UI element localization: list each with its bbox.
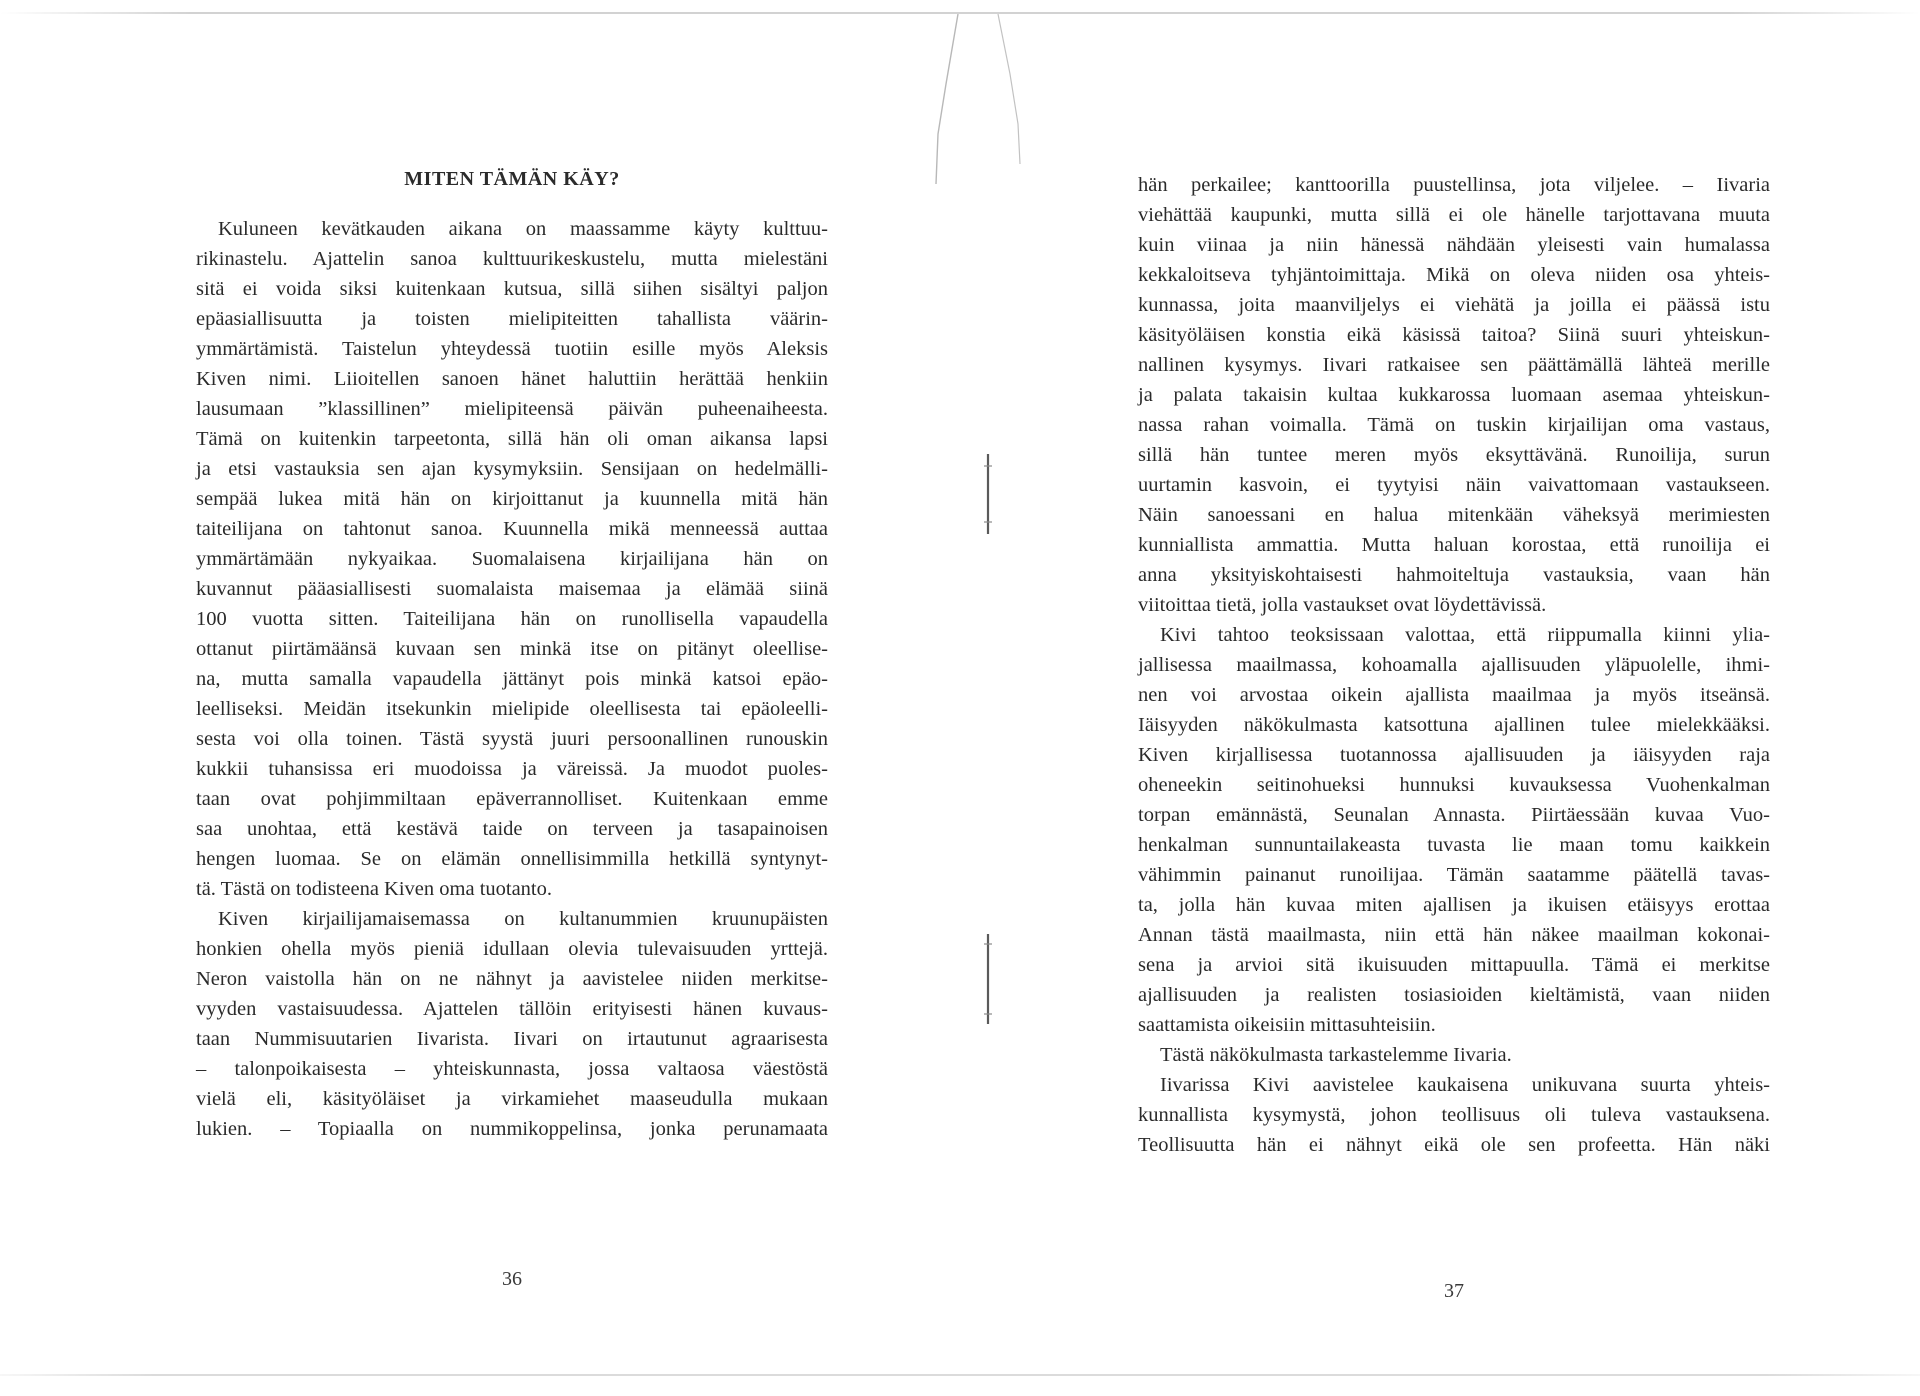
text-line: ymmärtämistä. Taistelun yhteydessä tuotiin esille myös Aleksis (196, 338, 828, 360)
text-line: torpan emännästä, Seunalan Annasta. Piirtäessään kuvaa Vuo- (1138, 804, 1770, 826)
text-line: nen voi arvostaa oikein ajallista maailmaa ja myös itseänsä. (1138, 684, 1770, 706)
text-line: Kiven kirjallisessa tuotannossa ajallisuuden ja iäisyyden raja (1138, 744, 1770, 766)
chapter-title: MITEN TÄMÄN KÄY? (404, 168, 620, 190)
text-line: Kiven nimi. Liioitellen sanoen hänet haluttiin herättää henkiin (196, 368, 828, 390)
binding-gutter (900, 14, 1060, 1374)
page-number-right: 37 (1444, 1280, 1464, 1302)
text-line: honkien ohella myös pieniä idullaan olevia tulevaisuuden yrttejä. (196, 938, 828, 960)
text-line: sempää lukea mitä hän on kirjoittanut ja kuunnella mitä hän (196, 488, 828, 510)
text-line: Iäisyyden näkökulmasta katsottuna ajallinen tulee mielekkääksi. (1138, 714, 1770, 736)
text-line: kuin viinaa ja niin hänessä nähdään yleisesti vain humalassa (1138, 234, 1770, 256)
text-line: uurtamin kasvoin, ei tyytyisi näin vaivattomaan vastaukseen. (1138, 474, 1770, 496)
text-line: kunniallista ammattia. Mutta haluan korostaa, että runoilija ei (1138, 534, 1770, 556)
text-line: – talonpoikaisesta – yhteiskunnasta, jossa valtaosa väestöstä (196, 1058, 828, 1080)
text-line: kuvannut pääasiallisesti suomalaista maisemaa ja elämää siinä (196, 578, 828, 600)
text-line: kekkaloitseva tyhjäntoimittaja. Mikä on oleva niiden osa yhteis- (1138, 264, 1770, 286)
text-line: kunnassa, joita maanviljelys ei viehätä ja joilla ei päässä istu (1138, 294, 1770, 316)
text-line: saattamista oikeisiin mittasuhteisiin. (1138, 1014, 1436, 1036)
text-line: hengen luomaa. Se on elämän onnellisimmilla hetkillä syntynyt- (196, 848, 828, 870)
text-line: viitoittaa tietä, jolla vastaukset ovat löydettävissä. (1138, 594, 1547, 616)
text-line: saa unohtaa, että kestävä taide on terveen ja tasapainoisen (196, 818, 828, 840)
text-line: sesta voi olla toinen. Tästä syystä juuri persoonallinen runouskin (196, 728, 828, 750)
text-line: vähimmin painanut runoilijaa. Tämän saatamme päätellä tavas- (1138, 864, 1770, 886)
text-line: sitä ei voida siksi kuitenkaan kutsua, sillä siihen sisältyi paljon (196, 278, 828, 300)
text-line: kunnallista kysymystä, johon teollisuus oli tuleva vastauksena. (1138, 1104, 1770, 1126)
right-page-text (1138, 170, 1770, 1160)
text-line: nallinen kysymys. Iivari ratkaisee sen päättämällä lähteä merille (1138, 354, 1770, 376)
text-line: Näin sanoessani en halua mitenkään väheksyä merimiesten (1138, 504, 1770, 526)
text-line: käsityöläisen konstia eikä käsissä taitoa? Siinä suuri yhteiskun- (1138, 324, 1770, 346)
page-number-left: 36 (502, 1268, 522, 1290)
text-line: Iivarissa Kivi aavistelee kaukaisena unikuvana suurta yhteis- (1160, 1074, 1770, 1096)
text-line: ja etsi vastauksia sen ajan kysymyksiin. Sensijaan on hedelmälli- (196, 458, 828, 480)
text-line: Kuluneen kevätkauden aikana on maassamme käyty kulttuu- (218, 218, 828, 240)
text-line: 100 vuotta sitten. Taiteilijana hän on runollisella vapaudella (196, 608, 828, 630)
text-line: Neron vaistolla hän on ne nähnyt ja aavistelee niiden merkitse- (196, 968, 828, 990)
page-bottom-edge (0, 1374, 1920, 1376)
text-line: sena ja arvioi sitä ikuisuuden mittapuulla. Tämä ei merkitse (1138, 954, 1770, 976)
text-line: vielä eli, käsityöläiset ja virkamiehet maaseudulla mukaan (196, 1088, 828, 1110)
text-line: na, mutta samalla vapaudella jättänyt pois minkä katsoi epäo- (196, 668, 828, 690)
text-line: taan Nummisuutarien Iivarista. Iivari on irtautunut agraarisesta (196, 1028, 828, 1050)
text-line: Teollisuutta hän ei nähnyt eikä ole sen profeetta. Hän näki (1138, 1134, 1770, 1156)
text-line: Kivi tahtoo teoksissaan valottaa, että riippumalla kiinni ylia- (1160, 624, 1770, 646)
text-line: ajallisuuden ja realisten tosiasioiden kieltämistä, vaan niiden (1138, 984, 1770, 1006)
text-line: viehättää kaupunki, mutta sillä ei ole hänelle tarjottavana muuta (1138, 204, 1770, 226)
text-line: lausumaan ”klassillinen” mielipiteensä päivän puheenaiheesta. (196, 398, 828, 420)
text-line: anna yksityiskohtaisesti hahmoiteltuja vastauksia, vaan hän (1138, 564, 1770, 586)
text-line: tä. Tästä on todisteena Kiven oma tuotanto. (196, 878, 553, 900)
text-line: hän perkailee; kanttoorilla puustellinsa, jota viljelee. – Iivaria (1138, 174, 1770, 196)
text-line: oheneekin seitinohueksi hunnuksi kuvauksessa Vuohenkalman (1138, 774, 1770, 796)
text-line: henkalman sunnuntailakeasta tuvasta lie maan tomu kaikkein (1138, 834, 1770, 856)
text-line: Annan tästä maailmasta, niin että hän näkee maailman kokonai- (1138, 924, 1770, 946)
left-page-text (196, 214, 828, 1144)
text-line: Tämä on kuitenkin tarpeetonta, sillä hän oli oman aikansa lapsi (196, 428, 828, 450)
text-line: Tästä näkökulmasta tarkastelemme Iivaria. (1160, 1044, 1512, 1066)
text-line: kukkii tuhansissa eri muodoissa ja väreissä. Ja muodot puoles- (196, 758, 828, 780)
text-line: rikinastelu. Ajattelin sanoa kulttuurikeskustelu, mutta mielestäni (196, 248, 828, 270)
text-line: taan ovat pohjimmiltaan epäverrannolliset. Kuitenkaan emme (196, 788, 828, 810)
text-line: taiteilijana on tahtonut sanoa. Kuunnella mikä menneessä auttaa (196, 518, 828, 540)
text-line: Kiven kirjailijamaisemassa on kultanummien kruunupäisten (218, 908, 828, 930)
text-line: epäasiallisuutta ja toisten mielipiteitten tahallista väärin- (196, 308, 828, 330)
text-line: vyyden vastaisuudessa. Ajattelen tällöin erityisesti hänen kuvaus- (196, 998, 828, 1020)
text-line: ja palata takaisin kultaa kukkarossa luomaan asemaa yhteiskun- (1138, 384, 1770, 406)
text-line: ta, jolla hän kuvaa miten ajallisen ja ikuisen etäisyys erottaa (1138, 894, 1770, 916)
text-line: leelliseksi. Meidän itsekunkin mielipide oleellisesta tai epäoleelli- (196, 698, 828, 720)
text-line: lukien. – Topiaalla on nummikoppelinsa, jonka perunamaata (196, 1118, 828, 1140)
text-line: ymmärtämään nykyaikaa. Suomalaisena kirjailijana hän on (196, 548, 828, 570)
text-line: ottanut piirtämäänsä kuvaan sen minkä itse on pitänyt oleellise- (196, 638, 828, 660)
text-line: nassa rahan voimalla. Tämä on tuskin kirjailijan oma vastaus, (1138, 414, 1770, 436)
text-line: sillä hän tuntee meren myös eksyttävänä. Runoilija, surun (1138, 444, 1770, 466)
text-line: jallisessa maailmassa, kohoamalla ajallisuuden yläpuolelle, ihmi- (1138, 654, 1770, 676)
